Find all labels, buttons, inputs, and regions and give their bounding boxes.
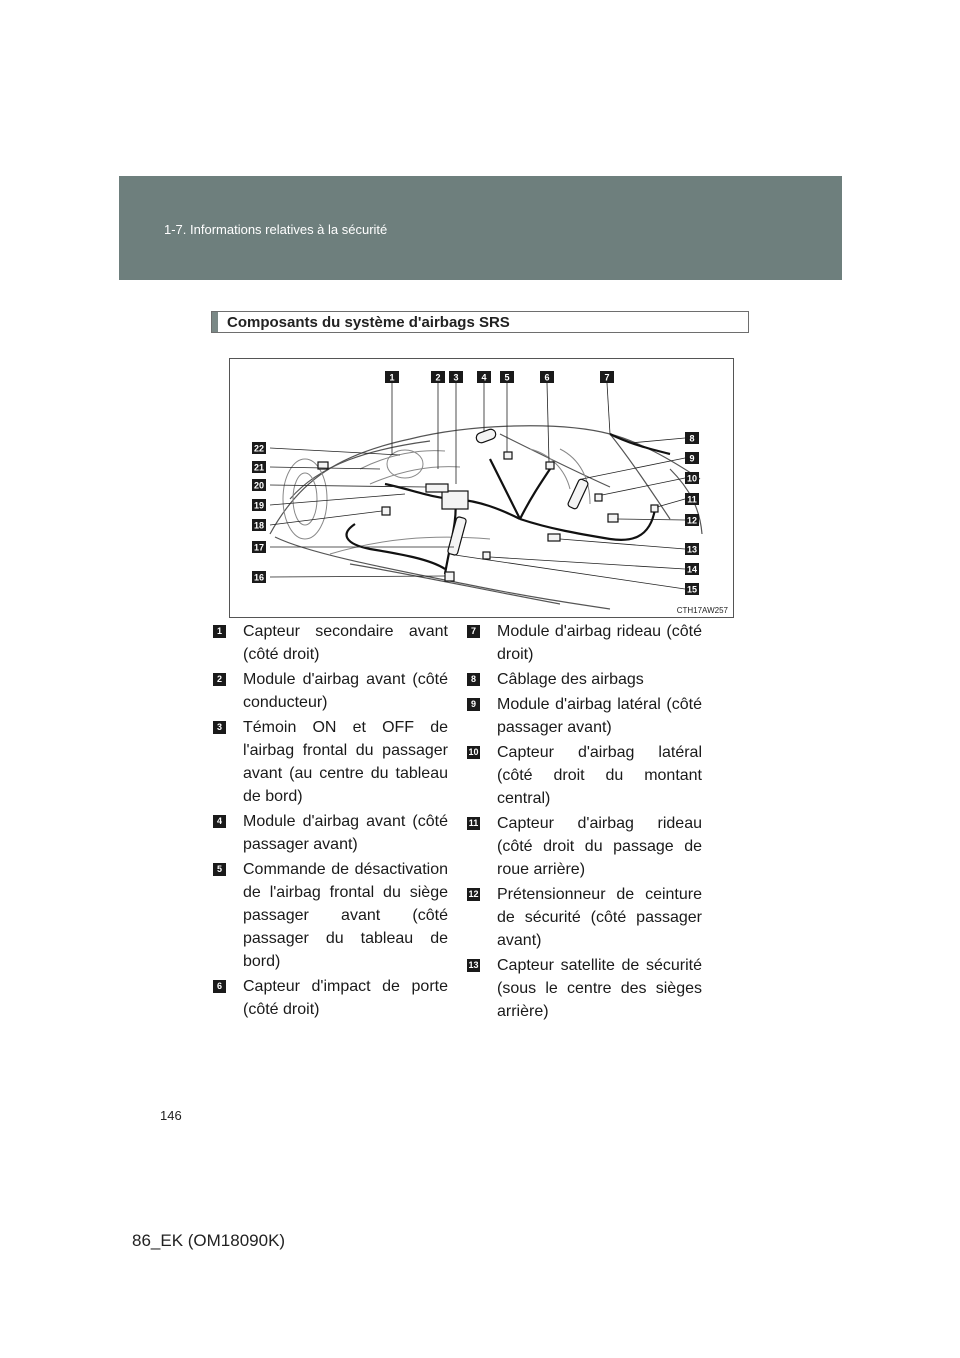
callout-1 xyxy=(385,371,399,383)
item-text: Module d'airbag avant (côté passager avant) xyxy=(243,813,448,853)
item-text: Commande de désactivation de l'airbag frontal du siège passager avant (côté passager du tableau de bord) xyxy=(243,861,448,970)
callout-11 xyxy=(685,493,699,505)
side-airbag-module xyxy=(567,478,589,509)
callout-leaders xyxy=(270,383,685,589)
item-text: Module d'airbag rideau (côté droit) xyxy=(497,623,702,663)
callout-12 xyxy=(685,514,699,526)
svg-text:13: 13 xyxy=(686,544,698,555)
callout-labels xyxy=(252,371,699,595)
page-number: 146 xyxy=(160,1108,182,1123)
item-text: Prétensionneur de ceinture de sécurité (côté passager avant) xyxy=(497,886,702,949)
side-sensor xyxy=(382,507,390,515)
component-item xyxy=(467,954,702,1023)
callout-13 xyxy=(685,543,699,555)
callout-17 xyxy=(252,541,266,553)
callout-9 xyxy=(685,452,699,464)
svg-text:18: 18 xyxy=(253,520,265,531)
section-title-bar xyxy=(211,311,749,333)
document-code: 86_EK (OM18090K) xyxy=(132,1231,286,1250)
callout-15 xyxy=(685,583,699,595)
callout-5 xyxy=(500,371,514,383)
svg-text:2: 2 xyxy=(435,372,441,383)
component-item xyxy=(213,975,448,1021)
component-item xyxy=(467,883,702,952)
item-number-badge: 6 xyxy=(213,980,226,993)
item-number-badge: 5 xyxy=(213,863,226,876)
callout-4 xyxy=(477,371,491,383)
car-outline xyxy=(270,426,702,609)
pretensioner xyxy=(608,514,618,522)
passenger-airbag-module xyxy=(475,428,497,444)
svg-text:1: 1 xyxy=(389,372,395,383)
svg-text:22: 22 xyxy=(253,443,265,454)
callout-8 xyxy=(685,432,699,444)
callout-19 xyxy=(252,499,266,511)
svg-text:15: 15 xyxy=(686,584,698,595)
header-band xyxy=(119,176,842,280)
svg-text:4: 4 xyxy=(481,372,487,383)
svg-text:20: 20 xyxy=(253,480,265,491)
curtain-sensor xyxy=(651,505,658,512)
component-item xyxy=(213,858,448,973)
callout-2 xyxy=(431,371,445,383)
driver-knee-module xyxy=(447,516,466,555)
deactivation-switch xyxy=(504,452,512,459)
callout-7 xyxy=(600,371,614,383)
svg-text:21: 21 xyxy=(253,462,265,473)
callout-16 xyxy=(252,571,266,583)
callout-18 xyxy=(252,519,266,531)
component-item xyxy=(467,812,702,881)
component-list-right xyxy=(467,620,702,1025)
svg-text:9: 9 xyxy=(689,453,695,464)
callout-22 xyxy=(252,442,266,454)
component-list-left xyxy=(213,620,448,1023)
svg-text:5: 5 xyxy=(504,372,510,383)
item-number-badge: 7 xyxy=(467,625,480,638)
item-number-badge: 9 xyxy=(467,698,480,711)
airbag-ecu xyxy=(442,491,468,509)
svg-text:12: 12 xyxy=(686,515,698,526)
item-number-badge: 3 xyxy=(213,721,226,734)
svg-text:16: 16 xyxy=(253,572,265,583)
svg-text:8: 8 xyxy=(689,433,695,444)
item-text: Câblage des airbags xyxy=(497,671,644,688)
component-item xyxy=(213,810,448,856)
section-title-accent xyxy=(212,312,218,332)
item-number-badge: 10 xyxy=(468,747,479,757)
item-number-badge: 11 xyxy=(468,818,479,828)
component-item xyxy=(213,716,448,808)
airbag-diagram xyxy=(229,358,734,618)
item-text: Témoin ON et OFF de l'airbag frontal du passager avant (au centre du tableau de bord) xyxy=(243,719,448,805)
item-text: Module d'airbag latéral (côté passager avant) xyxy=(497,696,702,736)
callout-10 xyxy=(685,472,699,484)
dash-indicator xyxy=(426,484,448,492)
callout-14 xyxy=(685,563,699,575)
svg-text:3: 3 xyxy=(453,372,459,383)
bpillar-sensor xyxy=(595,494,602,501)
svg-text:19: 19 xyxy=(253,500,265,511)
safing-sensor xyxy=(548,534,560,541)
item-text: Capteur d'impact de porte (côté droit) xyxy=(243,978,448,1018)
svg-text:6: 6 xyxy=(544,372,550,383)
figure-code: CTH17AW257 xyxy=(676,606,728,615)
component-item xyxy=(467,620,702,666)
item-number-badge: 12 xyxy=(468,889,479,899)
svg-text:10: 10 xyxy=(686,473,698,484)
component-item xyxy=(213,620,448,666)
front-wheel xyxy=(283,459,327,539)
section-header: 1-7. Informations relatives à la sécurité xyxy=(164,222,388,237)
callout-21 xyxy=(252,461,266,473)
item-text: Capteur d'airbag rideau (côté droit du passage de roue arrière) xyxy=(497,815,702,878)
item-text: Module d'airbag avant (côté conducteur) xyxy=(243,671,448,711)
component-item xyxy=(467,668,702,691)
component-item xyxy=(213,668,448,714)
item-text: Capteur satellite de sécurité (sous le centre des sièges arrière) xyxy=(497,957,702,1020)
svg-text:7: 7 xyxy=(604,372,610,383)
door-sensor xyxy=(546,462,554,469)
item-text: Capteur secondaire avant (côté droit) xyxy=(243,623,448,663)
callout-6 xyxy=(540,371,554,383)
item-text: Capteur d'airbag latéral (côté droit du montant central) xyxy=(497,744,702,807)
item-number-badge: 4 xyxy=(213,815,226,828)
svg-text:11: 11 xyxy=(687,494,697,505)
callout-20 xyxy=(252,479,266,491)
callout-3 xyxy=(449,371,463,383)
svg-text:17: 17 xyxy=(253,542,265,553)
component-item xyxy=(467,741,702,810)
item-number-badge: 13 xyxy=(468,960,479,970)
front-sensor-lower xyxy=(445,572,454,581)
item-number-badge: 2 xyxy=(213,673,226,686)
lower-sensor xyxy=(483,552,490,559)
svg-text:14: 14 xyxy=(686,564,698,575)
airbag-diagram-svg xyxy=(230,359,733,617)
section-title: Composants du système d'airbags SRS xyxy=(227,314,510,331)
item-number-badge: 8 xyxy=(467,673,480,686)
item-number-badge: 1 xyxy=(213,625,226,638)
component-item xyxy=(467,693,702,739)
